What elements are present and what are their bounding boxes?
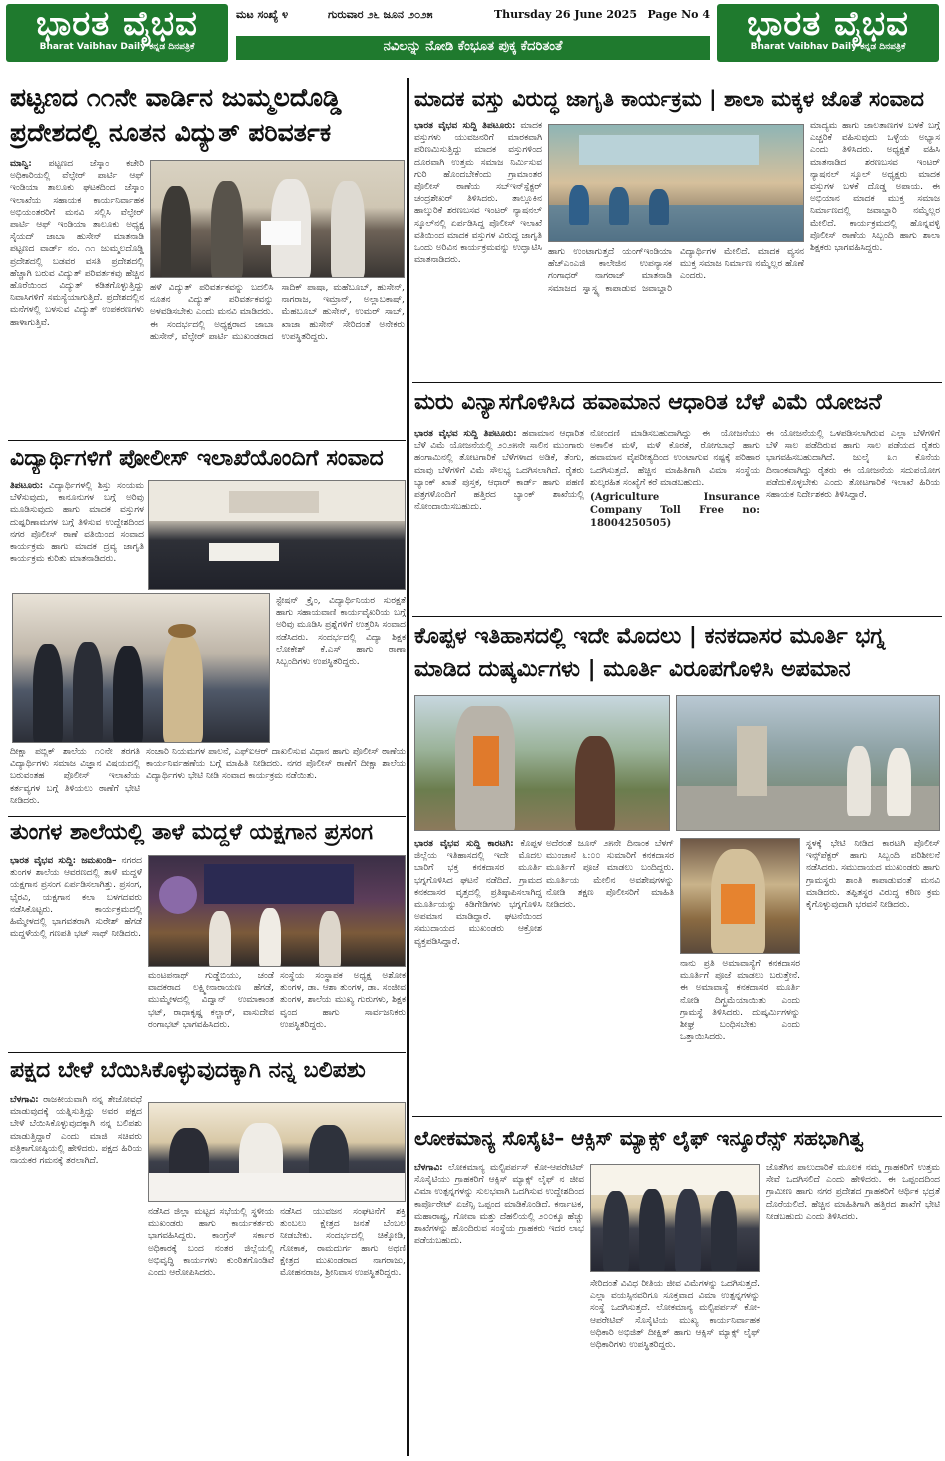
- photo-statue-damaged: [414, 695, 670, 831]
- section-divider: [8, 1052, 406, 1053]
- article-body: ಅದೆರಂತೆ ಜೂನ್ ೨೫ನೇ ದಿನಾಂಕ ಬೆಳಗ್ ಮುಂಜಾನೆ ೬:೦೦ ಸುಮಾರಿಗೆ ಕನಕದಾಸರ ಮೂರ್ತಿಗೆ ಪೂಜೆ ಮಾಡಲು ಬಂದಿದ್ದರು. ಮೂರ್ತಿಯ ಮೇಲಿನ ಅವಶೇಷಗಳನ್ನು ನೋಡಿ ತಕ್ಷಣ ಪೊಲೀಸರಿಗೆ ಮಾಹಿತಿ ನೀಡಿದರು.: [546, 839, 674, 911]
- headline-yakshagana: ತುಂಗಳ ಶಾಲೆಯಲ್ಲಿ ತಾಳೆ ಮದ್ದಳೆ ಯಕ್ಷಗಾನ ಪ್ರಸಂಗ: [10, 820, 373, 845]
- article-body: ಹಳೆ ವಿದ್ಯುತ್ ಪರಿವರ್ತಕವನ್ನು ಬದಲಿಸಿ ನೂತನ ವಿದ್ಯುತ್ ಪರಿವರ್ತಕವನ್ನು ಅಳವಡಿಸಬೇಕು ಎಂದು ಮನವಿ ಮಾಡಿದರು. ಈ ಸಂದರ್ಭದಲ್ಲಿ ಅಧ್ಯಕ್ಷರಾದ ಜಾಬಾ ಹುಸೇನ್, ವೆಲ್ಫೇರ್ ಪಾರ್ಟಿ ಮುಖಂಡರಾದ ಸಾದಿಕ್ ಪಾಷಾ, ಮಹೆಬೂಬ್, ಹುಸೇನ್, ನಾಗರಾಜ, ಇಮ್ರಾನ್, ಅಲ್ಲಾಬಕಾಷ್, ಮೆಹಬೂಬ್ ಹುಸೇನ್, ಉಮರ್ ಸಾಬ್, ಖಾಜಾ ಹುಸೇನ್ ಸೇರಿದಂತೆ ಅನೇಕರು ಉಪಸ್ಥಿತರಿದ್ದರು.: [150, 283, 405, 342]
- photo-agreement: [590, 1164, 760, 1272]
- article-text: ನೋಂದಣಿ ಮಾಡಿಸಬಹುದಾಗಿದ್ದು ಈ ಯೋಜನೆಯು ಅಕಾಲಿಕ ಮಳೆ, ಮಳೆ ಕೊರತೆ, ರೋಗಬಾಧೆ ಹಾಗು ಹವಾಮಾನ ವೈಪರೀತ್ಯದಿಂದ ಉಂಟಾಗುವ ನಷ್ಟಕ್ಕೆ ಪರಿಹಾರ ಒದಗಿಸುತ್ತದೆ. ಹೆಚ್ಚಿನ ಮಾಹಿತಿಗಾಗಿ ವಿಮಾ ಸಂಸ್ಥೆಯ ಶುಲ್ಕರಹಿತ ಸಂಖ್ಯೆಗೆ ಕರೆ ಮಾಡಬಹುದು.: [590, 429, 760, 488]
- article-body: ನಡೆಸಿದ ಜಿಲ್ಲಾ ಮಟ್ಟದ ಸಭೆಯಲ್ಲಿ ಸ್ಥಳೀಯ ಮುಖಂಡರು ಹಾಗು ಕಾರ್ಯಕರ್ತರು ಭಾಗವಹಿಸಿದ್ದರು. ಕಾಂಗ್ರೆಸ್ ಸರ್ಕಾರ ಅಧಿಕಾರಕ್ಕೆ ಬಂದ ನಂತರ ಜಿಲ್ಲೆಯಲ್ಲಿ ಅಭಿವೃದ್ಧಿ ಕಾರ್ಯಗಳು ಕುಂಠಿತಗೊಂಡಿವೆ ಎಂದು ಆರೋಪಿಸಿದರು.: [148, 1207, 274, 1279]
- article-body: ಈ ಯೋಜನೆಯಲ್ಲಿ ಒಳಪಡಿಸಲಾಗಿರುವ ಎಲ್ಲಾ ಬೆಳೆಗಳಿಗೆ ಬೆಳೆ ಸಾಲ ಪಡೆದಿರುವ ಹಾಗು ಸಾಲ ಪಡೆಯದ ರೈತರು ಭಾಗವಹಿಸಬಹುದಾಗಿದೆ. ಜುಲೈ ೩೧ ಕೊನೆಯ ದಿನಾಂಕವಾಗಿದ್ದು ರೈತರು ಈ ಯೋಜನೆಯ ಸದುಪಯೋಗ ಪಡೆದುಕೊಳ್ಳಬೇಕು ಎಂದು ತೋಟಗಾರಿಕೆ ಇಲಾಖೆ ಹಿರಿಯ ಸಹಾಯಕ ನಿರ್ದೇಶಕರು ತಿಳಿಸಿದ್ದಾರೆ.: [766, 429, 940, 501]
- headline-kanakadasa-statue: ಕೊಪ್ಪಳ ಇತಿಹಾಸದಲ್ಲಿ ಇದೇ ಮೊದಲು | ಕನಕದಾಸರ ಮೂರ್ತಿ ಭಗ್ನ ಮಾಡಿದ ದುಷ್ಕರ್ಮಿಗಳು | ಮೂರ್ತಿ ವಿರೂಪಗೊಳಿಸಿ ಅಪಮಾನ: [414, 624, 886, 682]
- masthead-title: ಭಾರತ ವೈಭವ: [36, 4, 198, 44]
- headline-police-interaction: ವಿದ್ಯಾರ್ಥಿಗಳಿಗೆ ಪೋಲೀಸ್ ಇಲಾಖೆಯೊಂದಿಗೆ ಸಂವಾದ: [10, 446, 384, 471]
- headline-crop-insurance: ಮರು ವಿನ್ಯಾಸಗೊಳಿಸಿದ ಹವಾಮಾನ ಆಧಾರಿತ ಬೆಳೆ ವಿಮೆ ಯೋಜನೆ: [414, 390, 882, 415]
- article-text: ನಗರದ ತುಂಗಳ ಶಾಲೆಯ ಆವರಣದಲ್ಲಿ ತಾಳೆ ಮದ್ದಳೆ ಯಕ್ಷಗಾನ ಪ್ರಸಂಗ ಏರ್ಪಡಿಸಲಾಗಿತ್ತು. ಪ್ರಸಂಗ, ಭೈರವಿ, ಯಕ್ಷಗಾನ ಕಲಾ ಬಳಗದವರು ನಡೆಸಿಕೊಟ್ಟರು. ಕಾರ್ಯಕ್ರಮದಲ್ಲಿ ಹಿಮ್ಮೇಳದಲ್ಲಿ ಭಾಗವತರಾಗಿ ಸುರೇಶ್ ಹೆಗಡೆ ಮದ್ದಳೆಯಲ್ಲಿ ಗಣಪತಿ ಭಟ್ ಸಾಥ್ ನೀಡಿದರು.: [10, 856, 142, 940]
- headline-scapegoat: ಪಕ್ಷದ ಬೇಳೆ ಬೆಯಿಸಿಕೊಳ್ಳುವುದಕ್ಕಾಗಿ ನನ್ನ ಬಲಿಪಶು: [10, 1058, 366, 1083]
- headline-transformer: ಪಟ್ಟಣದ ೧೧ನೇ ವಾರ್ಡಿನ ಜುಮ್ಮಲದೊಡ್ಡಿ ಪ್ರದೇಶದಲ್ಲಿ ನೂತನ ವಿದ್ಯುತ್ ಪರಿವರ್ತಕ: [10, 83, 342, 147]
- photo-memorandum: [150, 160, 405, 278]
- helpline-number: (Agriculture Insurance Company Toll Free no: 18004250505): [590, 492, 760, 530]
- article-text: ರಾಜಕೀಯವಾಗಿ ನನ್ನ ತೇಜೋವಧೆ ಮಾಡುವುದಕ್ಕೆ ಯತ್ನಿಸುತ್ತಿದ್ದು ಅವರ ಪಕ್ಷದ ಬೇಳೆ ಬೆಯಿಸಿಕೊಳ್ಳುವುದಕ್ಕಾಗಿ ನನ್ನ ಬಲಿಪಶು ಮಾಡುತ್ತಿದ್ದಾರೆ ಎಂದು ಮಾಜಿ ಸಚಿವರು ಪತ್ರಿಕಾಗೋಷ್ಠಿಯಲ್ಲಿ ಹೇಳಿದರು. ಪಕ್ಷದ ಹಿರಿಯ ನಾಯಕರ ಗಮನಕ್ಕೆ ತರಲಾಗಿದೆ.: [10, 1095, 142, 1167]
- issue-date: Thursday 26 June 2025: [494, 8, 637, 21]
- dateline: ಭಾರತ ವೈಭವ ಸುದ್ದಿ ತಿಪಟೂರು:: [414, 121, 516, 131]
- article-body: [590, 428, 760, 614]
- column-divider: [407, 78, 409, 1456]
- photo-students-group: [148, 480, 406, 590]
- article-body: ಸ್ಥಳಕ್ಕೆ ಭೇಟಿ ನೀಡಿದ ಕಾರಟಗಿ ಪೊಲೀಸ್ ಇನ್ಸ್‌ಪೆಕ್ಟರ್ ಹಾಗು ಸಿಬ್ಬಂದಿ ಪರಿಶೀಲನೆ ನಡೆಸಿದರು. ಸಮುದಾಯದ ಮುಖಂಡರು ಹಾಗು ಗ್ರಾಮಸ್ಥರು ಶಾಂತಿ ಕಾಪಾಡುವಂತೆ ಮನವಿ ಮಾಡಿದರು. ತಪ್ಪಿತಸ್ಥರ ವಿರುದ್ಧ ಕಠಿಣ ಕ್ರಮ ಕೈಗೊಳ್ಳುವುದಾಗಿ ಭರವಸೆ ನೀಡಿದರು.: [806, 839, 940, 911]
- section-divider: [412, 382, 942, 383]
- section-divider: [8, 816, 406, 817]
- section-divider: [412, 1116, 942, 1117]
- article-body: ಸೇರಿದಂತೆ ವಿವಿಧ ರೀತಿಯ ಜೀವ ವಿಮೆಗಳನ್ನು ಒದಗಿಸುತ್ತದೆ. ಎಲ್ಲಾ ವಯಸ್ಸಿನವರಿಗೂ ಸೂಕ್ತವಾದ ವಿಮಾ ಉತ್ಪನ್ನಗಳನ್ನು ಸಂಸ್ಥೆ ಒದಗಿಸುತ್ತದೆ. ಲೋಕಮಾನ್ಯ ಮಲ್ಟಿಪರ್ಪಸ್ ಕೋ-ಆಪರೇಟಿವ್ ಸೊಸೈಟಿಯ ಮುಖ್ಯ ಕಾರ್ಯನಿರ್ವಾಹಕ ಅಧಿಕಾರಿ ಅಭಿಜಿತ್ ದೀಕ್ಷಿತ್ ಹಾಗು ಆಕ್ಸಿಸ್ ಮ್ಯಾಕ್ಸ್ ಲೈಫ್ ಅಧಿಕಾರಿಗಳು ಉಪಸ್ಥಿತರಿದ್ದರು.: [590, 1279, 760, 1351]
- photo-press-meet: [148, 1102, 406, 1202]
- photo-police-station: [12, 593, 270, 743]
- article-text: ವಿದ್ಯಾರ್ಥಿಗಳಲ್ಲಿ ಶಿಸ್ತು ಸಂಯಮ ಬೆಳೆಸುವುದು, ಕಾನೂನುಗಳ ಬಗ್ಗೆ ಅರಿವು ಮೂಡಿಸುವುದು ಹಾಗು ಮಾದಕ ವಸ್ತುಗಳ ದುಷ್ಪರಿಣಾಮಗಳ ಬಗ್ಗೆ ತಿಳಿಸುವ ಉದ್ದೇಶದಿಂದ ನಗರ ಪೊಲೀಸ್ ಠಾಣೆ ವತಿಯಿಂದ ಸಂವಾದ ಕಾರ್ಯಕ್ರಮ ಹಾಗು ಮಾದಕ ದ್ರವ್ಯ ಜಾಗೃತಿ ಕಾರ್ಯಕ್ರಮ ಕುರಿತು ಮಾತನಾಡಿದರು.: [10, 481, 144, 565]
- dateline: ಭಾರತ ವೈಭವ ಸುದ್ದಿ: ಜಮಖಂಡಿ–: [10, 856, 117, 866]
- masthead-logo-left: [6, 4, 228, 62]
- article-body: ಮಾದ್ಯಮ ಹಾಗು ಜಾಲತಾಣಗಳ ಬಳಕೆ ಬಗ್ಗೆ ಎಚ್ಚರಿಕೆ ವಹಿಸುವುದು ಒಳ್ಳೆಯ ಅಭ್ಯಾಸ ಎಂದು ತಿಳಿಸಿದರು. ಅಧ್ಯಕ್ಷತೆ ವಹಿಸಿ ಮಾತನಾಡಿದ ಶರಣಬಸವ ಇಂಟರ್ ನ್ಯಾಷನಲ್ ಸ್ಕೂಲ್ ಅಧ್ಯಕ್ಷರು ಮಾದಕ ವಸ್ತುಗಳ ಬಳಕೆ ದೊಡ್ಡ ಅಪಾಯ. ಈ ಅಭಿಯಾನ ಮಾದಕ ಮುಕ್ತ ಸಮಾಜ ನಿರ್ಮಾಣದಲ್ಲಿ ಜವಾಬ್ದಾರಿ ನಮ್ಮೆಲ್ಲರ ಮೇಲಿದೆ. ಕಾರ್ಯಕ್ರಮದಲ್ಲಿ ಹೊನ್ನವಳ್ಳಿ ಪೊಲೀಸ್ ಠಾಣೆಯ ಸಿಬ್ಬಂದಿ ಹಾಗು ಶಾಲಾ ಶಿಕ್ಷಕರು ಭಾಗವಹಿಸಿದ್ದರು.: [810, 121, 940, 254]
- dateline: ಬೆಳಗಾವಿ:: [414, 1163, 443, 1173]
- article-text: ಹವಾಮಾನ ಆಧಾರಿತ ಬೆಳೆ ವಿಮೆ ಯೋಜನೆಯಲ್ಲಿ ೨೦೨೫ನೇ ಸಾಲಿನ ಮುಂಗಾರು ಹಂಗಾಮಿನಲ್ಲಿ ತೋಟಗಾರಿಕೆ ಬೆಳೆಗಳಾದ ಅಡಿಕೆ, ತೆಂಗು, ಮಾವು ಬೆಳೆಗಳಿಗೆ ವಿಮೆ ಸೌಲಭ್ಯ ಒದಗಿಸಲಾಗಿದೆ. ರೈತರು ಬ್ಯಾಂಕ್ ಖಾತೆ ಪುಸ್ತಕ, ಆಧಾರ್ ಕಾರ್ಡ್ ಹಾಗು ಪಹಣಿ ಪತ್ರಗಳೊಂದಿಗೆ ಹತ್ತಿರದ ಬ್ಯಾಂಕ್ ಶಾಖೆಯಲ್ಲಿ ನೋಂದಾಯಿಸಬಹುದು.: [414, 429, 584, 513]
- article-body: [414, 120, 542, 378]
- section-divider: [412, 616, 942, 617]
- dateline: ಮಾನ್ವಿ:: [10, 159, 32, 169]
- article-body: ದೀಕ್ಷಾ ಪಬ್ಲಿಕ್ ಶಾಲೆಯ ೧೦ನೇ ತರಗತಿ ವಿದ್ಯಾರ್ಥಿಗಳು ಸಮಾಜ ವಿಜ್ಞಾನ ವಿಷಯದಲ್ಲಿ ಬರುವಂತಹ ಪೊಲೀಸ್ ಇಲಾಖೆಯ ಕರ್ತವ್ಯಗಳ ಬಗ್ಗೆ ತಿಳಿಯಲು ಠಾಣೆಗೆ ಭೇಟಿ ನೀಡಿದರು.: [10, 747, 140, 806]
- masthead-subtitle-right: Bharat Vaibhav Daily ಕನ್ನಡ ದಿನಪತ್ರಿಕೆ: [750, 42, 906, 52]
- photo-statue-site: [676, 695, 940, 831]
- article-body: [10, 480, 144, 588]
- page-number: Page No 4: [647, 8, 710, 21]
- article-body: ಸಂಚಾರಿ ನಿಯಮಗಳ ಪಾಲನೆ, ಎಫ್‌ಐಆರ್ ದಾಖಲಿಸುವ ವಿಧಾನ ಹಾಗು ಪೊಲೀಸ್ ಠಾಣೆಯ ಕಾರ್ಯನಿರ್ವಹಣೆಯ ಬಗ್ಗೆ ಮಾಹಿತಿ ನೀಡಿದರು. ನಗರ ಪೊಲೀಸ್ ಠಾಣೆಗೆ ದೀಕ್ಷಾ ಶಾಲೆಯ ವಿದ್ಯಾರ್ಥಿಗಳು ಭೇಟಿ ನೀಡಿ ಸಂವಾದ ಕಾರ್ಯಕ್ರಮ ನಡೆಯಿತು.: [146, 747, 406, 782]
- masthead-logo-right: [717, 4, 939, 62]
- dateline: ಭಾರತ ವೈಭವ ಸುದ್ದಿ ತಿಪಟೂರು:: [414, 429, 517, 439]
- article-body: [414, 428, 584, 614]
- headline-lokmanya-axis: ಲೋಕಮಾನ್ಯ ಸೊಸೈಟಿ– ಆಕ್ಸಿಸ್ ಮ್ಯಾಕ್ಸ್ ಲೈಫ್ ಇನ್ಶೂರೆನ್ಸ್ ಸಹಭಾಗಿತ್ವ: [414, 1126, 864, 1150]
- article-body: ಸ್ಟೇಷನ್ ಕ್ರೈಂ, ವಿದ್ಯಾರ್ಥಿನಿಯರ ಸುರಕ್ಷತೆ ಹಾಗು ಸಹಾಯವಾಣಿ ಕಾರ್ಯವೈಖರಿಯ ಬಗ್ಗೆ ಅರಿವು ಮೂಡಿಸಿ ಪ್ರಶ್ನೆಗಳಿಗೆ ಉತ್ತರಿಸಿ ಸಂವಾದ ನಡೆಸಿದರು. ಸಂದರ್ಭದಲ್ಲಿ ವಿದ್ಯಾ ಶಿಕ್ಷಕ ಲೋಕೇಶ್ ಕೆ.ಎಸ್ ಹಾಗು ಠಾಣಾ ಸಿಬ್ಬಂದಿಗಳು ಉಪಸ್ಥಿತರಿದ್ದರು.: [276, 596, 406, 668]
- photo-yakshagana-stage: [148, 855, 406, 967]
- article-text: ಲೋಕಮಾನ್ಯ ಮಲ್ಟಿಪರ್ಪಸ್ ಕೋ-ಆಪರೇಟಿವ್ ಸೊಸೈಟಿಯು ಗ್ರಾಹಕರಿಗೆ ಆಕ್ಸಿಸ್ ಮ್ಯಾಕ್ಸ್ ಲೈಫ್ ನ ಜೀವ ವಿಮಾ ಉತ್ಪನ್ನಗಳನ್ನು ಸುಲಭವಾಗಿ ಒದಗಿಸುವ ಉದ್ದೇಶದಿಂದ ಕಾರ್ಪೊರೇಟ್ ಏಜೆನ್ಸಿ ಒಪ್ಪಂದ ಮಾಡಿಕೊಂಡಿದೆ. ಕರ್ನಾಟಕ, ಮಹಾರಾಷ್ಟ್ರ, ಗೋವಾ ಮತ್ತು ದೆಹಲಿಯಲ್ಲಿ ೨೦೦ಕ್ಕೂ ಹೆಚ್ಚು ಶಾಖೆಗಳನ್ನು ಹೊಂದಿರುವ ಸಂಸ್ಥೆಯ ಗ್ರಾಹಕರು ಇದರ ಲಾಭ ಪಡೆಯಬಹುದು.: [414, 1163, 584, 1247]
- section-divider: [8, 440, 406, 441]
- article-body: [10, 855, 142, 1035]
- article-body: ಜೊತೆಗಿನ ಪಾಲುದಾರಿಕೆ ಮೂಲಕ ನಮ್ಮ ಗ್ರಾಹಕರಿಗೆ ಉತ್ತಮ ಸೇವೆ ಒದಗಿಸಲಿದೆ ಎಂದು ಹೇಳಿದರು. ಈ ಒಪ್ಪಂದದಿಂದ ಗ್ರಾಮೀಣ ಹಾಗು ನಗರ ಪ್ರದೇಶದ ಗ್ರಾಹಕರಿಗೆ ಆರ್ಥಿಕ ಭದ್ರತೆ ದೊರೆಯಲಿದೆ. ಹೆಚ್ಚಿನ ಮಾಹಿತಿಗಾಗಿ ಹತ್ತಿರದ ಶಾಖೆಗೆ ಭೇಟಿ ನೀಡಬಹುದು ಎಂದು ತಿಳಿಸಿದರು.: [766, 1163, 940, 1222]
- photo-school-program: [548, 124, 804, 242]
- dateline: ಭಾರತ ವೈಭವ ಸುದ್ದಿ ಕಾರಟಗಿ:: [414, 839, 514, 849]
- masthead-info-bar: [236, 8, 710, 26]
- dateline: ತಿಪಟೂರು:: [10, 481, 44, 491]
- article-body: ಸಂಸ್ಥೆಯ ಸಂಸ್ಥಾಪಕ ಅಧ್ಯಕ್ಷ ಅಶೋಕ ತುಂಗಳ, ಡಾ. ಆಶಾ ತುಂಗಳ, ಡಾ. ಸಂಜೀವ ತುಂಗಳ, ಶಾಲೆಯ ಮುಖ್ಯ ಗುರುಗಳು, ಶಿಕ್ಷಕ ವೃಂದ ಹಾಗು ಸಾರ್ವಜನಿಕರು ಉಪಸ್ಥಿತರಿದ್ದರು.: [280, 971, 406, 1030]
- volume-number: ಮಟ ಸಂಖ್ಯೆ ೪: [236, 8, 289, 21]
- headline-drug-awareness: ಮಾದಕ ವಸ್ತು ವಿರುದ್ಧ ಜಾಗೃತಿ ಕಾರ್ಯಕ್ರಮ | ಶಾಲಾ ಮಕ್ಕಳ ಜೊತೆ ಸಂವಾದ: [414, 87, 924, 111]
- masthead-title-right: ಭಾರತ ವೈಭವ: [747, 4, 909, 44]
- tagline: ನವಿಲನ್ನು ನೋಡಿ ಕೆಂಭೂತ ಪುಕ್ಕ ಕೆದರಿತಂತೆ: [236, 36, 710, 60]
- article-body: ನಾನು ಪ್ರತಿ ಅಮಾವಾಸ್ಯೆಗೆ ಕನಕದಾಸರ ಮೂರ್ತಿಗೆ ಪೂಜೆ ಮಾಡಲು ಬರುತ್ತೇನೆ. ಈ ಅಮಾವಾಸ್ಯೆ ಕನಕದಾಸರ ಮೂರ್ತಿ ನೋಡಿ ದಿಗ್ಭ್ರಮೆಯಾಯಿತು ಎಂದು ಗ್ರಾಮಸ್ಥೆ ತಿಳಿಸಿದರು. ದುಷ್ಕರ್ಮಿಗಳನ್ನು ಶೀಘ್ರ ಬಂಧಿಸಬೇಕು ಎಂದು ಒತ್ತಾಯಿಸಿದರು.: [680, 959, 800, 1043]
- article-body: [414, 838, 542, 1108]
- article-body: ನಡೆಸಿದ ಯುವಜನ ಸಂಘಟನೆಗೆ ಶಕ್ತಿ ತುಂಬಲು ಕ್ಷೇತ್ರದ ಜನತೆ ಬೆಂಬಲ ನೀಡಬೇಕು. ಸಂದರ್ಭದಲ್ಲಿ ಚಿಕ್ಕೋಡಿ, ಗೋಕಾಕ, ರಾಮದುರ್ಗ ಹಾಗು ಅಥಣಿ ಕ್ಷೇತ್ರದ ಮುಖಂಡರಾದ ನಾಗರಾಜು, ಮೋಹನರಾಜ, ಶ್ರೀನಿವಾಸ ಉಪಸ್ಥಿತರಿದ್ದರು.: [280, 1207, 406, 1279]
- article-body: [414, 1162, 584, 1456]
- date-kannada: ಗುರುವಾರ ೨೬ ಜೂನ ೨೦೨೫: [328, 8, 433, 21]
- article-text: ಕೊಪ್ಪಳ ಜಿಲ್ಲೆಯ ಇತಿಹಾಸದಲ್ಲಿ ಇದೇ ಮೊದಲ ಬಾರಿಗೆ ಭಕ್ತ ಕನಕದಾಸರ ಮೂರ್ತಿ ಭಗ್ನಗೊಳಿಸಿದ ಘಟನೆ ನಡೆದಿದೆ. ಗ್ರಾಮದ ಕನಕದಾಸರ ವೃತ್ತದಲ್ಲಿ ಪ್ರತಿಷ್ಠಾಪಿಸಲಾಗಿದ್ದ ಮೂರ್ತಿಯನ್ನು ಕಿಡಿಗೇಡಿಗಳು ಭಗ್ನಗೊಳಿಸಿ ಅಪಮಾನ ಮಾಡಿದ್ದಾರೆ. ಘಟನೆಯಿಂದ ಸಮುದಾಯದ ಮುಖಂಡರು ಆಕ್ರೋಶ ವ್ಯಕ್ತಪಡಿಸಿದ್ದಾರೆ.: [414, 839, 542, 947]
- article-body: ಮಂಟಪನಾಥ್ ಗುಡ್ಡೆಬಿಯು, ಚಂಡೆ ವಾದಕರಾದ ಲಕ್ಷ್ಮೀನಾರಾಯಣ ಹೆಗಡೆ, ಮುಮ್ಮೇಳದಲ್ಲಿ ವಿದ್ವಾನ್ ಉಮಾಕಾಂತ ಭಟ್, ರಾಧಾಕೃಷ್ಣ ಕಲ್ಚಾರ್, ವಾಸುದೇವ ರಂಗಾಭಟ್ ಭಾಗವಹಿಸಿದರು.: [148, 971, 274, 1030]
- article-body: [10, 1094, 142, 1456]
- article-body: ಹಾಗು ಉಂಟಾಗುತ್ತದೆ ಯಂಗ್ಇಂಡಿಯಾ ಹೆಚ್‌ಎಂಎಜಿ ಕಾಲೇಜಿನ ಉಪನ್ಯಾಸಕ ಗಂಗಾಧರ್ ನಾಗರಾಜ್ ಮಾತನಾಡಿ ಸಮಾಜದ ಸ್ವಾಸ್ಥ್ಯ ಕಾಪಾಡುವ ಜವಾಬ್ದಾರಿ ವಿದ್ಯಾರ್ಥಿಗಳ ಮೇಲಿದೆ. ಮಾದಕ ವ್ಯಸನ ಮುಕ್ತ ಸಮಾಜ ನಿರ್ಮಾಣ ನಮ್ಮೆಲ್ಲರ ಹೊಣೆ ಎಂದರು.: [548, 247, 804, 294]
- photo-statue-closeup: [680, 838, 800, 954]
- article-text: ಮಾದಕ ವಸ್ತುಗಳು ಯುವಜನರಿಗೆ ಮಾರಕವಾಗಿ ಪರಿಣಮಿಸುತ್ತಿದ್ದು ಮಾದಕ ವಸ್ತುಗಳಿಂದ ದೂರವಾಗಿ ಉತ್ತಮ ಸಮಾಜ ನಿರ್ಮಿಸುವ ಗುರಿ ಹೊಂದಬೇಕೆಂದು ಗ್ರಾಮಾಂತರ ಪೊಲೀಸ್ ಠಾಣೆಯ ಸಬ್‌ಇನ್‌ಸ್ಪೆಕ್ಟರ್ ಚಂದ್ರಶೇಖರ್ ತಿಳಿಸಿದರು. ತಾಲ್ಲೂಕಿನ ಹಾಲ್ಕುರಿಕೆ ಶರಣಬಸವ ಇಂಟರ್ ನ್ಯಾಷನಲ್ ಸ್ಕೂಲ್‌ನಲ್ಲಿ ಏರ್ಪಡಿಸಿದ್ದ ಪೊಲೀಸ್ ಇಲಾಖೆ ವತಿಯಿಂದ ಮಾದಕ ವಸ್ತುಗಳ ವಿರುದ್ಧ ಜಾಗೃತಿ ಒಂದು ಅರಿವಿನ ಕಾರ್ಯಕ್ರಮವನ್ನು ಉದ್ಘಾಟಿಸಿ ಮಾತನಾಡಿದರು.: [414, 121, 542, 266]
- dateline: ಬೆಳಗಾವಿ:: [10, 1095, 39, 1105]
- article-text: ಪಟ್ಟಣದ ಜೆಸ್ಕಾಂ ಕಚೇರಿ ಅಧಿಕಾರಿಯಲ್ಲಿ ವೆಲ್ಫೇರ್ ಪಾರ್ಟಿ ಆಫ್ ಇಂಡಿಯಾ ತಾಲೂಕು ಘಟಕದಿಂದ ಜೆಸ್ಕಾಂ ಇಲಾಖೆಯ ಸಹಾಯಕ ಕಾರ್ಯನಿರ್ವಾಹಕ ಅಭಿಯಂತರರಿಗೆ ಮನವಿ ಸಲ್ಲಿಸಿ ವೆಲ್ಫೇರ್ ಪಾರ್ಟಿ ಆಫ್ ಇಂಡಿಯಾ ತಾಲೂಕು ಅಧ್ಯಕ್ಷ ಸೈಯದ್ ಜಾಬಾ ಹುಸೇನ್ ಮಾತನಾಡಿ ಪಟ್ಟಣದ ವಾರ್ಡ್ ನಂ. ೧೧ ಜುಮ್ಮಲದೊಡ್ಡಿ ಪ್ರದೇಶದಲ್ಲಿ ಬಡವರ ವಸತಿ ಪ್ರದೇಶದಲ್ಲಿ ಹೆಚ್ಚಾಗಿ ಬರುವ ವಿದ್ಯುತ್ ಪರಿವರ್ತಕವು ಹೆಚ್ಚಿನ ಹೊರೆಯಿಂದ ವಿದ್ಯುತ್ ಕಡಿತಗೊಳ್ಳುತ್ತಿದ್ದು ನಿವಾಸಿಗಳಿಗೆ ಸಮಸ್ಯೆಯಾಗುತ್ತಿದೆ. ಪ್ರದೇಶದಲ್ಲಿನ ಮನೆಗಳಲ್ಲಿ ಬಳಸುವ ವಿದ್ಯುತ್ ಉಪಕರಣಗಳು ಹಾಳಾಗುತ್ತಿವೆ.: [10, 159, 144, 328]
- masthead-subtitle: Bharat Vaibhav Daily ಕನ್ನಡ ದಿನಪತ್ರಿಕೆ: [39, 42, 195, 52]
